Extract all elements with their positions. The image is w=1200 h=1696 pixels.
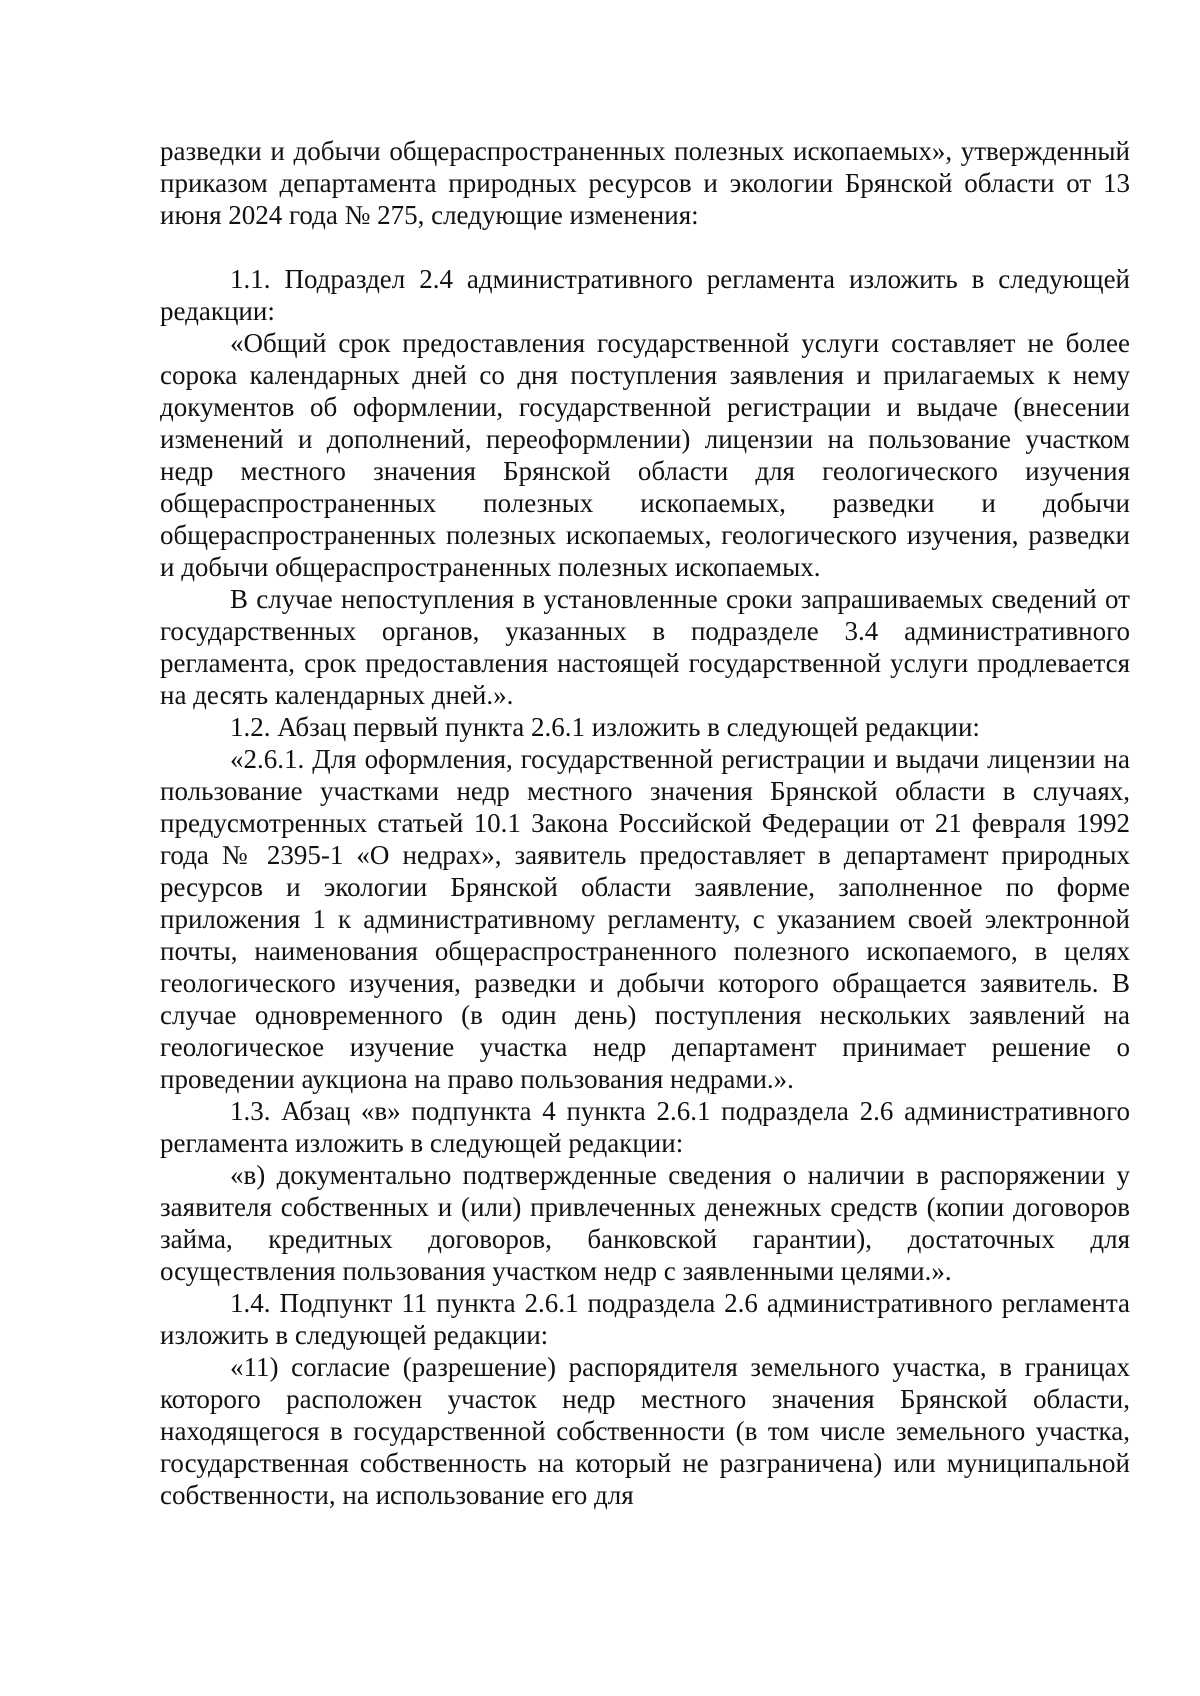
paragraph-1-2-heading: 1.2. Абзац первый пункта 2.6.1 изложить в следующей редакции: [230,712,980,742]
document-body [160,135,1130,1511]
paragraph-intro-continuation: разведки и добычи общераспространенных полезных ископаемых», утвержденный приказом департамента природных ресурсов и экологии Брянской области от 13 июня 2024 года № 275, следующие изменения: [160,136,1130,230]
paragraph-1-1-text: «Общий срок предоставления государственной услуги составляет не более сорока календарных дней со дня поступления заявления и прилагаемых к нему документов об оформлении, государственной регистрации и выдаче (внесении изменений и дополнений, переоформлении) лицензии на пользование участком недр местного значения Брянской области для геологического изучения общераспространенных полезных ископаемых, разведки и добычи общераспространенных полезных ископаемых, геологического изучения, разведки и добычи общераспространенных полезных ископаемых. [160,328,1130,582]
paragraph-1-1-extension: В случае непоступления в установленные сроки запрашиваемых сведений от государственных органов, указанных в подразделе 3.4 административного регламента, срок предоставления настоящей государственной услуги продлевается на десять календарных дней.». [160,584,1130,710]
paragraph-1-3-text: «в) документально подтвержденные сведения о наличии в распоряжении у заявителя собственных и (или) привлеченных денежных средств (копии договоров займа, кредитных договоров, банковской гарантии), достаточных для осуществления пользования участком недр с заявленными целями.». [160,1160,1130,1286]
paragraph-1-4-text: «11) согласие (разрешение) распорядителя земельного участка, в границах которого расположен участок недр местного значения Брянской области, находящегося в государственной собственности (в том числе земельного участка, государственная собственность на который не разграничена) или муниципальной собственности, на использование его для [160,1352,1130,1510]
paragraph-1-3-heading: 1.3. Абзац «в» подпункта 4 пункта 2.6.1 подраздела 2.6 административного регламента изложить в следующей редакции: [160,1096,1130,1158]
paragraph-1-4-heading: 1.4. Подпункт 11 пункта 2.6.1 подраздела 2.6 административного регламента изложить в следующей редакции: [160,1288,1130,1350]
paragraph-1-1-heading: 1.1. Подраздел 2.4 административного регламента изложить в следующей редакции: [160,264,1130,326]
paragraph-1-2-text: «2.6.1. Для оформления, государственной регистрации и выдачи лицензии на пользование участками недр местного значения Брянской области в случаях, предусмотренных статьей 10.1 Закона Российской Федерации от 21 февраля 1992 года № 2395-1 «О недрах», заявитель предоставляет в департамент природных ресурсов и экологии Брянской области заявление, заполненное по форме приложения 1 к административному регламенту, с указанием своей электронной почты, наименования общераспространенного полезного ископаемого, в целях геологического изучения, разведки и добычи которого обращается заявитель. В случае одновременного (в один день) поступления нескольких заявлений на геологическое изучение участка недр департамент принимает решение о проведении аукциона на право пользования недрами.». [160,744,1130,1094]
